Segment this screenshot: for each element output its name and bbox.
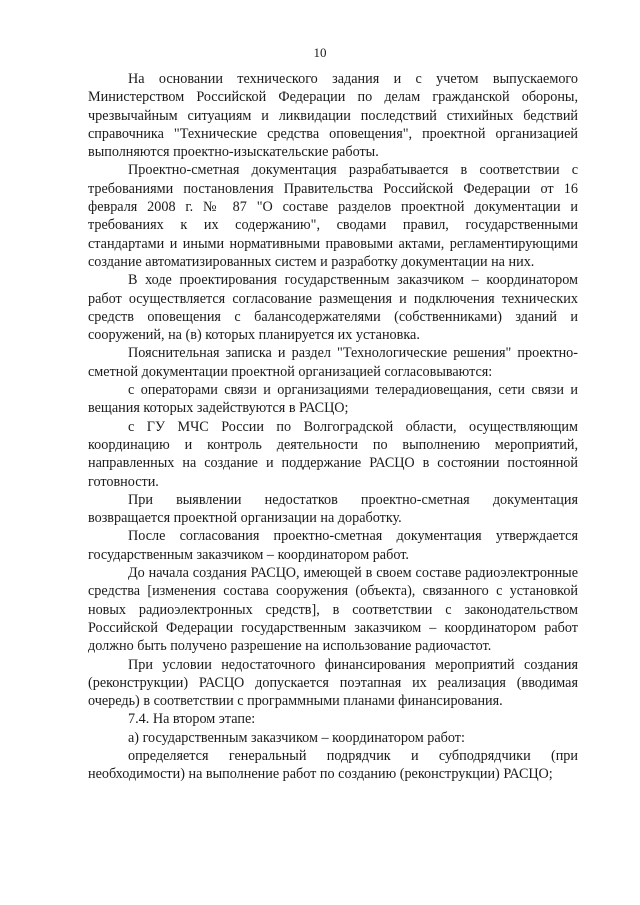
paragraph-technical-task: На основании технического задания и с учетом выпускаемого Министерством Российской Федерации по делам гражданской обороны, чрезвычайным ситуациям и ликвидации последствий стихийных бедствий справочника "Технические средства оповещения", проектной организацией выполняются проектно-изыскательские работы. — [88, 71, 578, 161]
paragraph-financing: При условии недостаточного финансирования мероприятий создания (реконструкции) РАСЦО допускается поэтапная их реализация (вводимая очередь) в соответствии с программными планами финансирования. — [88, 656, 578, 710]
section-heading-second-stage: 7.4. На втором этапе: — [128, 711, 256, 728]
list-item-telecom-operators: с операторами связи и организациями телерадиовещания, сети связи и вещания которых задействуются в РАСЦО; — [88, 382, 578, 417]
list-item-state-customer: а) государственным заказчиком – координатором работ: — [128, 729, 465, 746]
list-item-general-contractor: определяется генеральный подрядчик и субподрядчики (при необходимости) на выполнение работ по созданию (реконструкции) РАСЦО; — [88, 747, 578, 783]
list-item-emergency-ministry: с ГУ МЧС России по Волгоградской области, осуществляющим координацию и контроль деятельности по выполнению мероприятий, направленных на создание и поддержание РАСЦО в состоянии постоянной готовности. — [88, 418, 578, 490]
document-body — [88, 70, 578, 784]
paragraph-design-coordination: В ходе проектирования государственным заказчиком – координатором работ осуществляется согласование размещения и подключения технических средств оповещения с балансодержателями (собственниками) зданий и сооружений, на (в) которых планируется их установка. — [88, 272, 578, 344]
paragraph-approval: После согласования проектно-сметная документация утверждается государственным заказчиком – координатором работ. — [88, 528, 578, 563]
paragraph-deficiencies: При выявлении недостатков проектно-сметная документация возвращается проектной организации на доработку. — [88, 491, 578, 527]
paragraph-radio-frequencies: До начала создания РАСЦО, имеющей в своем составе радиоэлектронные средства [изменения состава сооружения (объекта), связанного с установкой новых радиоэлектронных средств], в соответствии с законодательством Российской Федерации государственным заказчиком – координатором работ должно быть получено разрешение на использование радиочастот. — [88, 565, 578, 655]
page-number: 10 — [313, 45, 327, 60]
paragraph-design-documentation: Проектно-сметная документация разрабатывается в соответствии с требованиями постановления Правительства Российской Федерации от 16 февраля 2008 г. № 87 "О составе разделов проектной документации и требованиях к их содержанию", сводами правил, государственными стандартами и иными нормативными правовыми актами, регламентирующими создание автоматизированных систем и разработку документации на них. — [88, 162, 578, 270]
paragraph-explanatory-note: Пояснительная записка и раздел "Технологические решения" проектно-сметной документации проектной организацией согласовываются: — [88, 345, 578, 380]
